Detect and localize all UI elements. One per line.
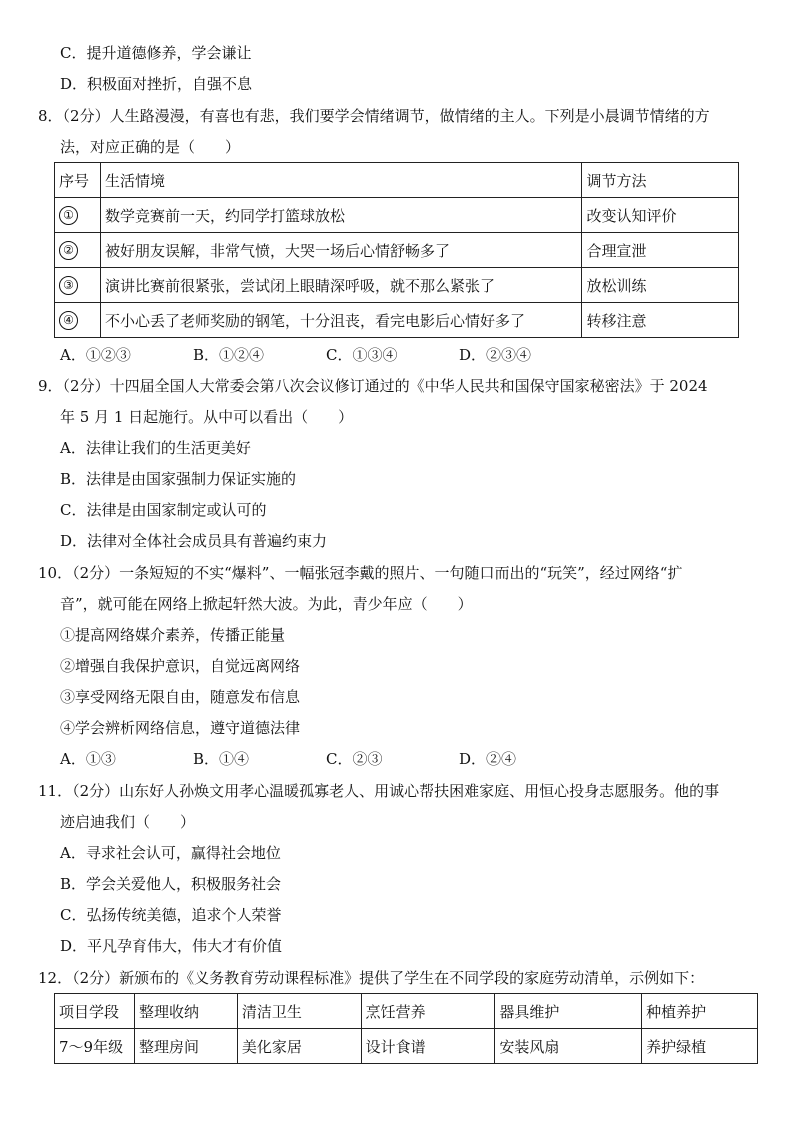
q10-option-b[interactable]: B．①④ [193, 750, 250, 768]
q8-row4-index [55, 303, 101, 338]
circled-number: ① [59, 206, 78, 225]
q12-table [54, 993, 758, 1064]
q9-stem-line1: 9．（2分）十四届全国人大常委会第八次会议修订通过的《中华人民共和国保守国家秘密法》于 2024 [38, 377, 708, 395]
q11-stem-line1: 11．（2分）山东好人孙焕文用孝心温暖孤寡老人、用诚心帮扶困难家庭、用恒心投身志愿服务。他的事 [38, 782, 720, 800]
table-row [55, 198, 739, 233]
q8-row1-situation: 数学竞赛前一天，约同学打篮球放松 [100, 198, 582, 233]
q8-row2-index [55, 233, 101, 268]
q8-option-c[interactable]: C．①③④ [326, 346, 398, 364]
q8-row3-index [55, 268, 101, 303]
q12-table-header-row [55, 994, 758, 1029]
q10-option-a[interactable]: A．①③ [60, 750, 116, 768]
q10-stem-line1: 10．（2分）一条短短的不实“爆料”、一幅张冠李戴的照片、一句随口而出的“玩笑”，经过网络“扩 [38, 564, 683, 582]
q12-header-organize: 整理收纳 [134, 994, 237, 1029]
q12-header-planting: 种植养护 [642, 994, 758, 1029]
q12-cell-organize: 整理房间 [134, 1029, 237, 1064]
q8-stem-line2: 法，对应正确的是（ ） [60, 138, 241, 156]
table-row [55, 233, 739, 268]
q11-option-a[interactable]: A．寻求社会认可，赢得社会地位 [60, 844, 281, 862]
q8-table-header-row [55, 163, 739, 198]
table-row [55, 1029, 758, 1064]
q8-options [60, 345, 592, 365]
q8-header-index: 序号 [55, 163, 101, 198]
q10-item-2: ②增强自我保护意识，自觉远离网络 [60, 657, 301, 675]
q11-option-b[interactable]: B．学会关爱他人，积极服务社会 [60, 875, 282, 893]
circled-number: ③ [59, 276, 78, 295]
q9-stem-line2: 年 5 月 1 日起施行。从中可以看出（ ） [60, 408, 354, 426]
q10-item-4: ④学会辨析网络信息，遵守道德法律 [60, 719, 301, 737]
q12-cell-planting: 养护绿植 [642, 1029, 758, 1064]
circled-number: ② [59, 241, 78, 260]
q10-stem-line2: 音”，就可能在网络上掀起轩然大波。为此，青少年应（ ） [60, 595, 473, 613]
q8-header-situation: 生活情境 [100, 163, 582, 198]
q12-header-stage: 项目学段 [55, 994, 135, 1029]
q10-option-d[interactable]: D．②④ [459, 750, 517, 768]
q8-option-b[interactable]: B．①②④ [193, 346, 265, 364]
q8-row3-situation: 演讲比赛前很紧张，尝试闭上眼睛深呼吸，就不那么紧张了 [100, 268, 582, 303]
q11-option-c[interactable]: C．弘扬传统美德，追求个人荣誉 [60, 906, 282, 924]
q8-option-d[interactable]: D．②③④ [459, 346, 532, 364]
prev-option-c: C．提升道德修养，学会谦让 [60, 44, 252, 62]
q8-row4-situation: 不小心丢了老师奖励的钢笔，十分沮丧，看完电影后心情好多了 [100, 303, 582, 338]
q10-options [60, 749, 592, 769]
q12-header-clean: 清洁卫生 [237, 994, 361, 1029]
q8-option-a[interactable]: A．①②③ [60, 346, 131, 364]
q9-option-c[interactable]: C．法律是由国家制定或认可的 [60, 501, 267, 519]
q11-stem-line2: 迹启迪我们（ ） [60, 813, 196, 831]
q8-row2-method: 合理宣泄 [582, 233, 739, 268]
q12-cell-clean: 美化家居 [237, 1029, 361, 1064]
circled-number: ④ [59, 311, 78, 330]
q10-item-1: ①提高网络媒介素养，传播正能量 [60, 626, 286, 644]
table-row [55, 268, 739, 303]
table-row [55, 303, 739, 338]
q12-stem-line1: 12．（2分）新颁布的《义务教育劳动课程标准》提供了学生在不同学段的家庭劳动清单，示例如下： [38, 969, 705, 987]
q8-row4-method: 转移注意 [582, 303, 739, 338]
q8-row1-method: 改变认知评价 [582, 198, 739, 233]
q12-cell-cooking: 设计食谱 [361, 1029, 495, 1064]
q9-option-d[interactable]: D．法律对全体社会成员具有普遍约束力 [60, 532, 328, 550]
q10-option-c[interactable]: C．②③ [326, 750, 383, 768]
q8-row1-index [55, 198, 101, 233]
q12-header-cooking: 烹饪营养 [361, 994, 495, 1029]
q11-option-d[interactable]: D．平凡孕育伟大，伟大才有价值 [60, 937, 283, 955]
q12-cell-grade: 7～9年级 [55, 1029, 135, 1064]
q8-header-method: 调节方法 [582, 163, 739, 198]
q9-option-b[interactable]: B．法律是由国家强制力保证实施的 [60, 470, 297, 488]
q8-row3-method: 放松训练 [582, 268, 739, 303]
q12-header-maintenance: 器具维护 [495, 994, 642, 1029]
q8-row2-situation: 被好朋友误解，非常气愤，大哭一场后心情舒畅多了 [100, 233, 582, 268]
prev-option-d: D．积极面对挫折，自强不息 [60, 75, 253, 93]
q12-cell-maintenance: 安装风扇 [495, 1029, 642, 1064]
q8-stem-line1: 8．（2分）人生路漫漫，有喜也有悲，我们要学会情绪调节，做情绪的主人。下列是小晨调节情绪的方 [38, 107, 710, 125]
q9-option-a[interactable]: A．法律让我们的生活更美好 [60, 439, 251, 457]
q10-item-3: ③享受网络无限自由，随意发布信息 [60, 688, 301, 706]
q8-table [54, 162, 739, 338]
